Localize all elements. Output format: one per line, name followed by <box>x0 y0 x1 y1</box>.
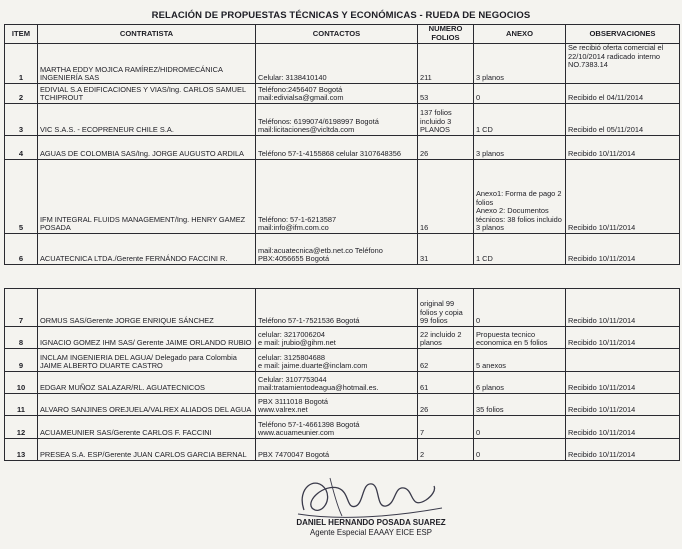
cell-contactos: Celular: 3107753044 mail:tratamientodeagua@hotmail.es. <box>256 372 418 394</box>
cell-contratista: AGUAS DE COLOMBIA SAS/Ing. JORGE AUGUSTO ARDILA <box>38 136 256 160</box>
cell-item: 9 <box>5 349 38 372</box>
table-row <box>5 136 680 160</box>
cell-item: 8 <box>5 327 38 349</box>
cell-folios: 62 <box>418 349 474 372</box>
cell-contratista: INCLAM INGENIERIA DEL AGUA/ Delegado para Colombia JAIME ALBERTO DUARTE CASTRO <box>38 349 256 372</box>
cell-observaciones: Recibido 10/11/2014 <box>566 394 680 416</box>
cell-contactos: Teléfono: 57-1-6213587 mail:info@ifm.com.co <box>256 160 418 234</box>
cell-contactos: Teléfono:2456407 Bogotá mail:edivialsa@gmail.com <box>256 84 418 104</box>
cell-anexo: 1 CD <box>474 104 566 136</box>
cell-contratista: ACUAMEUNIER SAS/Gerente CARLOS F. FACCINI <box>38 416 256 439</box>
cell-contactos: Teléfono 57-1-4661398 Bogotá www.acuameunier.com <box>256 416 418 439</box>
cell-observaciones: Recibido 10/11/2014 <box>566 136 680 160</box>
proposals-table-bottom <box>4 288 680 461</box>
cell-contratista: IGNACIO GOMEZ IHM SAS/ Gerente JAIME ORLANDO RUBIO <box>38 327 256 349</box>
cell-contactos: PBX 3111018 Bogotá www.valrex.net <box>256 394 418 416</box>
cell-item: 5 <box>5 160 38 234</box>
table-row <box>5 416 680 439</box>
cell-item: 7 <box>5 289 38 327</box>
cell-observaciones <box>566 349 680 372</box>
cell-observaciones: Se recibió oferta comercial el 22/10/2014 radicado interno NO.7383.14 <box>566 44 680 84</box>
cell-anexo: 6 planos <box>474 372 566 394</box>
cell-anexo: 1 CD <box>474 234 566 265</box>
cell-anexo: 0 <box>474 84 566 104</box>
cell-folios: original 99 folios y copia 99 folios <box>418 289 474 327</box>
header-contactos: CONTACTOS <box>256 25 418 44</box>
cell-anexo: 3 planos <box>474 44 566 84</box>
cell-folios: 31 <box>418 234 474 265</box>
cell-folios: 2 <box>418 439 474 461</box>
cell-item: 3 <box>5 104 38 136</box>
signer-name: DANIEL HERNANDO POSADA SUAREZ <box>296 518 446 527</box>
proposals-table-top <box>4 24 680 265</box>
cell-anexo: 0 <box>474 416 566 439</box>
cell-item: 4 <box>5 136 38 160</box>
cell-item: 6 <box>5 234 38 265</box>
cell-observaciones: Recibido 10/11/2014 <box>566 289 680 327</box>
cell-item: 13 <box>5 439 38 461</box>
cell-item: 1 <box>5 44 38 84</box>
cell-anexo: 5 anexos <box>474 349 566 372</box>
header-contratista: CONTRATISTA <box>38 25 256 44</box>
cell-folios: 22 incluido 2 planos <box>418 327 474 349</box>
cell-folios: 26 <box>418 136 474 160</box>
cell-anexo: 3 planos <box>474 136 566 160</box>
cell-contactos: PBX 7470047 Bogotá <box>256 439 418 461</box>
table-row <box>5 84 680 104</box>
header-item: ITEM <box>5 25 38 44</box>
table-header-row <box>5 25 680 44</box>
cell-contratista: ALVARO SANJINES OREJUELA/VALREX ALIADOS DEL AGUA <box>38 394 256 416</box>
header-folios: NUMERO FOLIOS <box>418 25 474 44</box>
table-row <box>5 44 680 84</box>
cell-contratista: IFM INTEGRAL FLUIDS MANAGEMENT/Ing. HENRY GAMEZ POSADA <box>38 160 256 234</box>
cell-folios: 61 <box>418 372 474 394</box>
table-row <box>5 394 680 416</box>
cell-item: 2 <box>5 84 38 104</box>
handwritten-signature <box>276 470 446 522</box>
table-row <box>5 372 680 394</box>
cell-anexo: 0 <box>474 289 566 327</box>
cell-observaciones: Recibido 10/11/2014 <box>566 372 680 394</box>
cell-contratista: MARTHA EDDY MOJICA RAMÍREZ/HIDROMECÁNICA INGENIERÍA SAS <box>38 44 256 84</box>
cell-folios: 7 <box>418 416 474 439</box>
table-row <box>5 327 680 349</box>
cell-observaciones: Recibido el 05/11/2014 <box>566 104 680 136</box>
cell-contratista: EDGAR MUÑOZ SALAZAR/RL. AGUATECNICOS <box>38 372 256 394</box>
cell-contratista: PRESEA S.A. ESP/Gerente JUAN CARLOS GARCIA BERNAL <box>38 439 256 461</box>
cell-contactos: Teléfono 57-1-4155868 celular 3107648356 <box>256 136 418 160</box>
cell-anexo: 35 folios <box>474 394 566 416</box>
cell-item: 10 <box>5 372 38 394</box>
signer-role: Agente Especial EAAAY EICE ESP <box>310 528 432 537</box>
cell-folios: 137 folios incluido 3 PLANOS <box>418 104 474 136</box>
cell-contactos: celular: 3217006204 e mail: jrubio@gihm.net <box>256 327 418 349</box>
table-row <box>5 234 680 265</box>
cell-observaciones: Recibido 10/11/2014 <box>566 439 680 461</box>
table-row <box>5 349 680 372</box>
cell-contactos: Teléfonos: 6199074/6198997 Bogotá mail:licitaciones@vicltda.com <box>256 104 418 136</box>
cell-observaciones: Recibido 10/11/2014 <box>566 416 680 439</box>
cell-item: 11 <box>5 394 38 416</box>
cell-observaciones: Recibido 10/11/2014 <box>566 327 680 349</box>
cell-observaciones: Recibido 10/11/2014 <box>566 234 680 265</box>
cell-contactos: Teléfono 57-1-7521536 Bogotá <box>256 289 418 327</box>
cell-contratista: ORMUS SAS/Gerente JORGE ENRIQUE SÁNCHEZ <box>38 289 256 327</box>
cell-observaciones: Recibido 10/11/2014 <box>566 160 680 234</box>
cell-anexo: Propuesta tecnico economica en 5 folios <box>474 327 566 349</box>
cell-contactos: mail:acuatecnica@etb.net.co Teléfono PBX:4056655 Bogotá <box>256 234 418 265</box>
cell-contratista: VIC S.A.S. - ECOPRENEUR CHILE S.A. <box>38 104 256 136</box>
cell-folios: 53 <box>418 84 474 104</box>
cell-item: 12 <box>5 416 38 439</box>
cell-contratista: EDIVIAL S.A EDIFICACIONES Y VIAS/Ing. CARLOS SAMUEL TCHIPROUT <box>38 84 256 104</box>
document-title: RELACIÓN DE PROPUESTAS TÉCNICAS Y ECONÓMICAS - RUEDA DE NEGOCIOS <box>151 10 531 21</box>
table-row <box>5 104 680 136</box>
cell-anexo: 0 <box>474 439 566 461</box>
cell-contactos: Celular: 3138410140 <box>256 44 418 84</box>
cell-contactos: celular: 3125804688 e mail: jaime.duarte@inclam.com <box>256 349 418 372</box>
table-row <box>5 439 680 461</box>
cell-anexo: Anexo1: Forma de pago 2 folios Anexo 2: Documentos técnicos: 38 folios incluido 3 planos <box>474 160 566 234</box>
cell-folios: 16 <box>418 160 474 234</box>
table-row <box>5 289 680 327</box>
cell-folios: 211 <box>418 44 474 84</box>
cell-contratista: ACUATECNICA LTDA./Gerente FERNÁNDO FACCINI R. <box>38 234 256 265</box>
cell-observaciones: Recibido el 04/11/2014 <box>566 84 680 104</box>
header-anexo: ANEXO <box>474 25 566 44</box>
cell-folios: 26 <box>418 394 474 416</box>
header-observaciones: OBSERVACIONES <box>566 25 680 44</box>
table-row <box>5 160 680 234</box>
